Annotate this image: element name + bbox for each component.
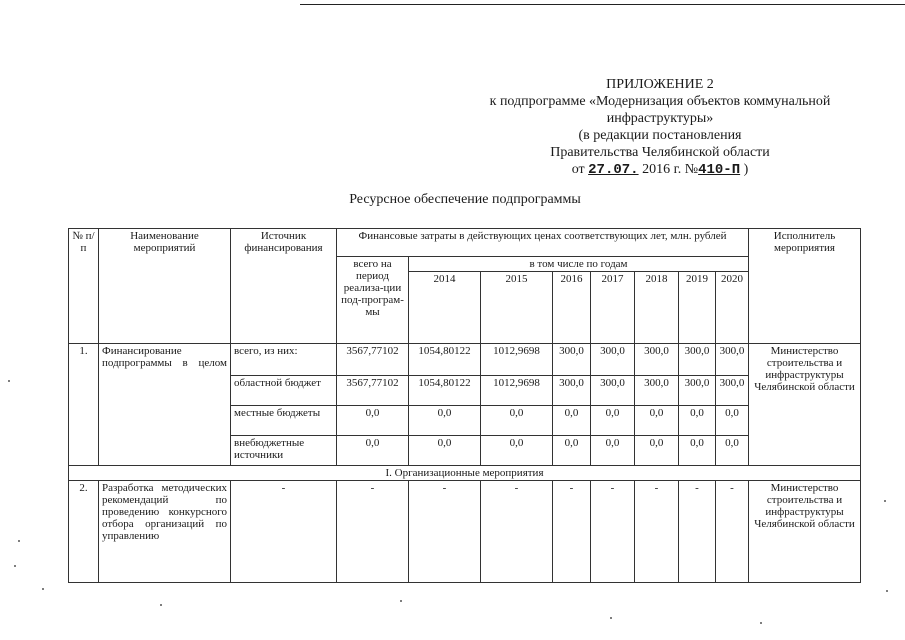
row-value: 0,0 bbox=[591, 436, 635, 466]
row-value: 0,0 bbox=[635, 406, 679, 436]
row-value: 300,0 bbox=[591, 376, 635, 406]
header-name: Наименование мероприятий bbox=[99, 229, 231, 344]
header-year: 2019 bbox=[679, 272, 716, 344]
date-suffix: ) bbox=[743, 162, 749, 177]
header-year: 2016 bbox=[553, 272, 591, 344]
resource-table bbox=[68, 228, 861, 583]
appendix-title: ПРИЛОЖЕНИЕ 2 bbox=[606, 77, 714, 92]
resolution-number-stamp: 410-П bbox=[698, 162, 741, 178]
appendix-header bbox=[460, 76, 860, 179]
row-value: - bbox=[481, 481, 553, 583]
row-number: 1. bbox=[69, 344, 99, 466]
row-value: 300,0 bbox=[716, 376, 749, 406]
row-value: - bbox=[409, 481, 481, 583]
row-value: 300,0 bbox=[635, 344, 679, 376]
row-value: 0,0 bbox=[716, 406, 749, 436]
resolution-date-line bbox=[460, 161, 860, 179]
row-total: 3567,77102 bbox=[337, 344, 409, 376]
section-title: I. Организационные мероприятия bbox=[69, 466, 861, 481]
row-name: Финансирование подпрограммы в целом bbox=[99, 344, 231, 466]
row-value: 300,0 bbox=[553, 376, 591, 406]
appendix-line-4: Правительства Челябинской области bbox=[550, 145, 770, 160]
header-source: Источник финансирования bbox=[231, 229, 337, 344]
row-value: 1054,80122 bbox=[409, 376, 481, 406]
row-executor: Министерство строительства и инфраструктуры Челябинской области bbox=[749, 481, 861, 583]
row-value: - bbox=[679, 481, 716, 583]
row-value: - bbox=[716, 481, 749, 583]
row-value: 1012,9698 bbox=[481, 344, 553, 376]
appendix-line-3: (в редакции постановления bbox=[578, 128, 742, 143]
row-value: 1054,80122 bbox=[409, 344, 481, 376]
row-value: 300,0 bbox=[635, 376, 679, 406]
row-source: местные бюджеты bbox=[231, 406, 337, 436]
row-total: 0,0 bbox=[337, 436, 409, 466]
row-value: 0,0 bbox=[591, 406, 635, 436]
header-num: № п/п bbox=[69, 229, 99, 344]
row-value: - bbox=[635, 481, 679, 583]
row-value: 0,0 bbox=[679, 436, 716, 466]
row-executor: Министерство строительства и инфраструктуры Челябинской области bbox=[749, 344, 861, 466]
row-value: 300,0 bbox=[679, 344, 716, 376]
row-total: 0,0 bbox=[337, 406, 409, 436]
table-row bbox=[69, 344, 861, 376]
row-value: - bbox=[553, 481, 591, 583]
row-source: всего, из них: bbox=[231, 344, 337, 376]
table-row bbox=[69, 481, 861, 583]
header-executor: Исполнитель мероприятия bbox=[749, 229, 861, 344]
row-source: внебюджетные источники bbox=[231, 436, 337, 466]
header-row-1 bbox=[69, 229, 861, 257]
row-total: 3567,77102 bbox=[337, 376, 409, 406]
row-value: 300,0 bbox=[591, 344, 635, 376]
row-value: 0,0 bbox=[716, 436, 749, 466]
date-stamp: 27.07. bbox=[588, 162, 639, 178]
row-value: - bbox=[591, 481, 635, 583]
header-year: 2020 bbox=[716, 272, 749, 344]
row-value: 0,0 bbox=[635, 436, 679, 466]
row-value: 300,0 bbox=[716, 344, 749, 376]
row-value: 0,0 bbox=[409, 406, 481, 436]
row-value: 300,0 bbox=[553, 344, 591, 376]
header-year: 2014 bbox=[409, 272, 481, 344]
row-value: 0,0 bbox=[409, 436, 481, 466]
row-source: - bbox=[231, 481, 337, 583]
document-title: Ресурсное обеспечение подпрограммы bbox=[349, 192, 581, 207]
header-costs: Финансовые затраты в действующих ценах соответствующих лет, млн. рублей bbox=[337, 229, 749, 257]
header-year: 2017 bbox=[591, 272, 635, 344]
section-row bbox=[69, 466, 861, 481]
row-source: областной бюджет bbox=[231, 376, 337, 406]
date-prefix: от bbox=[571, 162, 585, 177]
row-value: 0,0 bbox=[553, 406, 591, 436]
appendix-line-2: инфраструктуры» bbox=[606, 111, 714, 126]
row-value: 1012,9698 bbox=[481, 376, 553, 406]
row-value: 300,0 bbox=[679, 376, 716, 406]
header-year: 2015 bbox=[481, 272, 553, 344]
date-year: 2016 г. № bbox=[642, 162, 699, 177]
header-by-years: в том числе по годам bbox=[409, 257, 749, 272]
row-value: 0,0 bbox=[481, 406, 553, 436]
header-total: всего на период реализа-ции под-програм-мы bbox=[337, 257, 409, 344]
row-value: 0,0 bbox=[553, 436, 591, 466]
row-name: Разработка методических рекомендаций по проведению конкурсного отбора организаций по управлению bbox=[99, 481, 231, 583]
row-total: - bbox=[337, 481, 409, 583]
header-year: 2018 bbox=[635, 272, 679, 344]
row-value: 0,0 bbox=[481, 436, 553, 466]
row-value: 0,0 bbox=[679, 406, 716, 436]
row-number: 2. bbox=[69, 481, 99, 583]
appendix-line-1: к подпрограмме «Модернизация объектов коммунальной bbox=[489, 94, 831, 109]
top-border-line bbox=[300, 4, 905, 5]
